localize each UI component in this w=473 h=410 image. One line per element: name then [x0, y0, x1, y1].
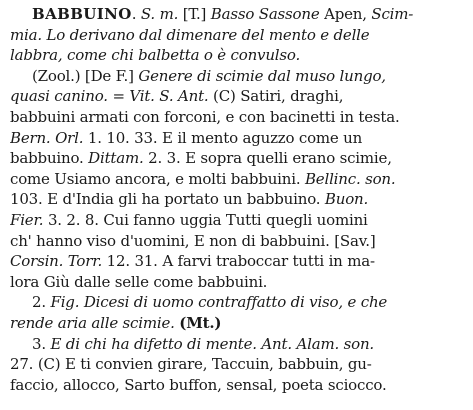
text-run: 103. E d'India gli ha portato un babbuino. [10, 190, 325, 209]
text-run: Genere di scimie dal muso lungo, [138, 66, 386, 85]
text-run: 2. 3. E sopra quelli erano scimie, [148, 149, 392, 168]
text-run: (Mt.) [179, 313, 222, 332]
text-run: Dittam. [88, 149, 149, 168]
text-run: Corsin. Torr. [10, 252, 107, 271]
text-run: mia. Lo derivano dal dimenare del mento e delle [10, 25, 370, 44]
text-run: Fig. Dicesi di uomo contraffatto di viso, e che [50, 293, 388, 312]
entry-line-11 [10, 210, 469, 231]
text-run: rende aria alle scimie. [10, 313, 180, 332]
text-run: S. m. [140, 5, 183, 23]
text-run: (Zool.) [De F.] [32, 66, 139, 85]
entry-line-18 [10, 354, 469, 375]
text-run: ch' hanno viso d'uomini, E non di babbuini. [Sav.] [10, 231, 376, 250]
text-run: 12. 31. A farvi traboccar tutti in ma- [106, 252, 375, 271]
entry-line-8 [10, 148, 469, 169]
text-run: labbra, come chi balbetta o è convulso. [10, 46, 301, 65]
entry-line-6 [10, 107, 469, 128]
text-run: Buon. [324, 190, 369, 209]
text-run: 3. 2. 8. Cui fanno uggia Tutti quegli uomini [47, 210, 368, 229]
text-run: [T.] [182, 5, 211, 23]
text-run: faccio, allocco, Sarto buffon, sensal, poeta sciocco. [10, 375, 387, 394]
text-run: 1. 10. 33. E il mento aguzzo come un [87, 128, 363, 147]
text-run: lora Giù dalle selle come babbuini. [10, 272, 268, 291]
text-run: babbuino. [10, 149, 89, 168]
entry-line-5 [10, 86, 469, 107]
text-run: Vit. S. Ant. [129, 87, 214, 106]
text-run: Apen, [324, 5, 372, 23]
text-run: . [131, 5, 141, 23]
text-run: Scim- [371, 5, 414, 23]
entry-line-13 [10, 251, 469, 272]
entry-line-3 [10, 45, 469, 66]
text-run: Bellinc. son. [304, 169, 396, 188]
text-run: babbuini armati con forconi, e con bacinetti in testa. [10, 107, 400, 126]
text-run: 2. [32, 293, 51, 312]
entry-line-19 [10, 375, 469, 396]
text-run: Fier. [10, 210, 48, 229]
text-run: 27. (C) E ti convien girare, Taccuin, babbuin, gu- [10, 355, 372, 374]
text-run: come Usiamo ancora, e molti babbuini. [10, 169, 305, 188]
text-run: Bern. Orl. [10, 128, 88, 147]
entry-line-7 [10, 128, 469, 149]
entry-line-9 [10, 169, 469, 190]
text-run: Basso Sassone [210, 5, 325, 23]
text-run: (C) Satiri, draghi, [213, 87, 344, 106]
text-run: BABBUINO [32, 5, 132, 23]
entry-line-14 [10, 272, 469, 293]
entry-line-2 [10, 25, 469, 46]
entry-line-12 [10, 231, 469, 252]
text-run: quasi canino. [10, 87, 113, 106]
entry-line-10 [10, 189, 469, 210]
text-run: = [112, 87, 130, 106]
entry-line-16 [10, 313, 469, 334]
text-run: E di chi ha difetto di mente. Ant. Alam. son. [50, 334, 374, 353]
entry-line-1 [10, 4, 469, 25]
entry-line-4 [10, 66, 469, 87]
text-run: 3. [32, 334, 51, 353]
entry-line-15 [10, 292, 469, 313]
entry-line-17 [10, 334, 469, 355]
